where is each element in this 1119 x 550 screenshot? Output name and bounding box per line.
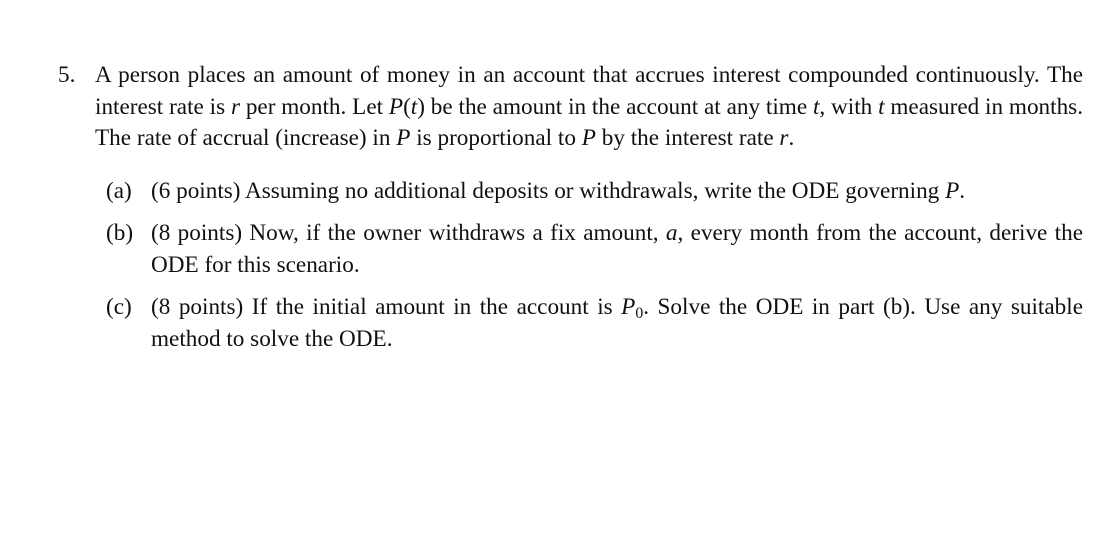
part-text <box>151 220 1083 278</box>
part-label: (b) <box>106 220 134 246</box>
text-run: per month. Let <box>240 93 389 120</box>
part-label: (c) <box>106 294 132 320</box>
text-run: . <box>959 177 966 204</box>
problem-number: 5. <box>58 62 76 88</box>
math-symbol: t <box>410 93 418 120</box>
math-symbol: r <box>779 125 789 151</box>
text-run: . Solve the ODE in part (b). Use any suitable method to solve the ODE. <box>151 294 1083 352</box>
text-run: ( <box>403 93 411 120</box>
math-subscript: 0 <box>635 304 644 322</box>
math-symbol: P <box>581 125 596 151</box>
text-run: (8 points) If the initial amount in the account is <box>151 294 622 320</box>
part-label: (a) <box>106 177 132 204</box>
part-a <box>106 176 1083 208</box>
text-run: (6 points) Assuming no additional deposits or withdrawals, write the ODE governing <box>151 177 946 204</box>
math-symbol: P <box>388 93 404 120</box>
text-run: . <box>788 125 795 151</box>
text-run: measured in months. The rate of accrual (increase) in <box>95 93 1084 151</box>
text-run: ) be the amount in the account at any time <box>417 93 813 120</box>
text-run: (8 points) Now, if the owner withdraws a fix amount, <box>151 220 666 246</box>
part-text <box>151 178 965 204</box>
problem-stem <box>95 60 1083 155</box>
part-c <box>106 292 1083 355</box>
problem-5 <box>58 60 1083 378</box>
math-symbol: P <box>396 125 411 151</box>
math-symbol: t <box>878 93 885 120</box>
math-symbol: t <box>812 93 820 120</box>
text-run: by the interest rate <box>595 125 780 151</box>
problem-parts <box>58 176 1083 356</box>
math-symbol: P <box>945 177 960 204</box>
text-run: , every month from the account, derive the ODE for this scenario. <box>151 220 1083 278</box>
text-run: , with <box>819 93 879 120</box>
math-symbol: a <box>665 220 678 246</box>
text-run: is proportional to <box>410 125 582 151</box>
text-run: A person places an amount of money in an account that accrues interest compounded continuously. The interest rate is <box>95 62 1083 120</box>
math-symbol: P <box>621 294 636 320</box>
part-b <box>106 218 1083 281</box>
math-symbol: r <box>230 93 240 120</box>
part-text <box>151 294 1083 352</box>
